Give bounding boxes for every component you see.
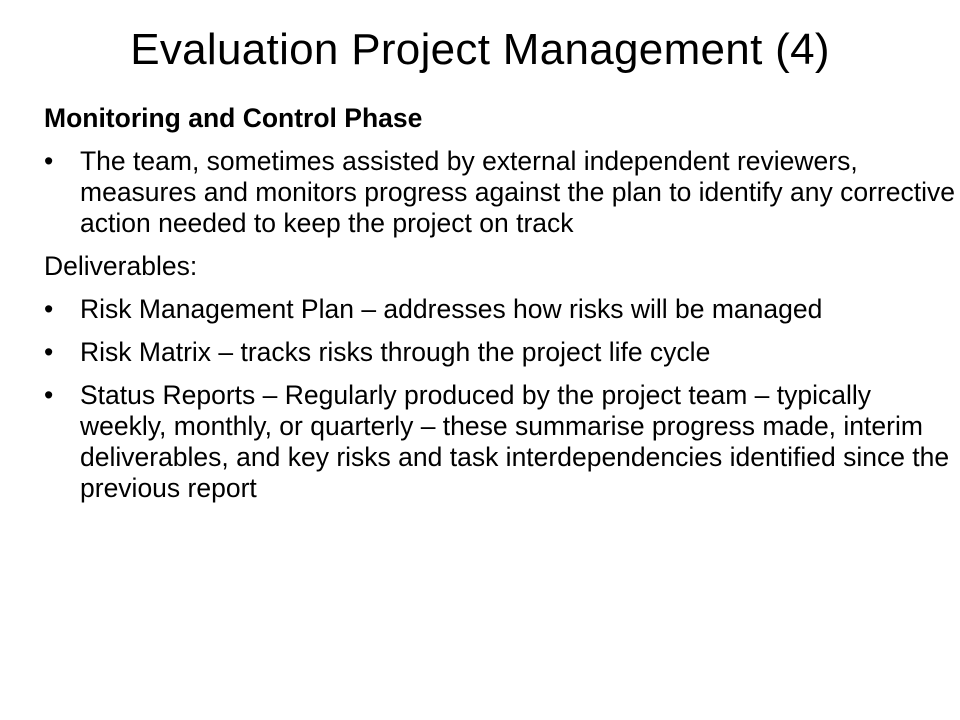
bullet-item <box>44 294 956 325</box>
bullet-dot: • <box>44 146 54 176</box>
bullet-item <box>44 380 956 504</box>
deliverables-bullet-list <box>44 294 956 504</box>
deliverables-label: Deliverables: <box>44 251 198 281</box>
slide-title: Evaluation Project Management (4) <box>130 25 830 74</box>
bullet-text: Risk Management Plan – addresses how risks will be managed <box>80 294 823 324</box>
bullet-dot: • <box>44 380 54 410</box>
section-heading: Monitoring and Control Phase <box>44 103 423 133</box>
bullet-dot: • <box>44 294 54 324</box>
slide-body <box>44 103 956 516</box>
bullet-text: The team, sometimes assisted by external independent reviewers, measures and monitors progress against the plan to identify any corrective action needed to keep the project on track <box>80 146 955 238</box>
intro-bullet-list <box>44 146 956 239</box>
bullet-text: Status Reports – Regularly produced by the project team – typically weekly, monthly, or quarterly – these summarise progress made, interim deliverables, and key risks and task interdependencies identified since the previous report <box>80 380 950 503</box>
bullet-dot: • <box>44 337 54 367</box>
bullet-item <box>44 146 956 239</box>
bullet-text: Risk Matrix – tracks risks through the project life cycle <box>80 337 711 367</box>
bullet-item <box>44 337 956 368</box>
